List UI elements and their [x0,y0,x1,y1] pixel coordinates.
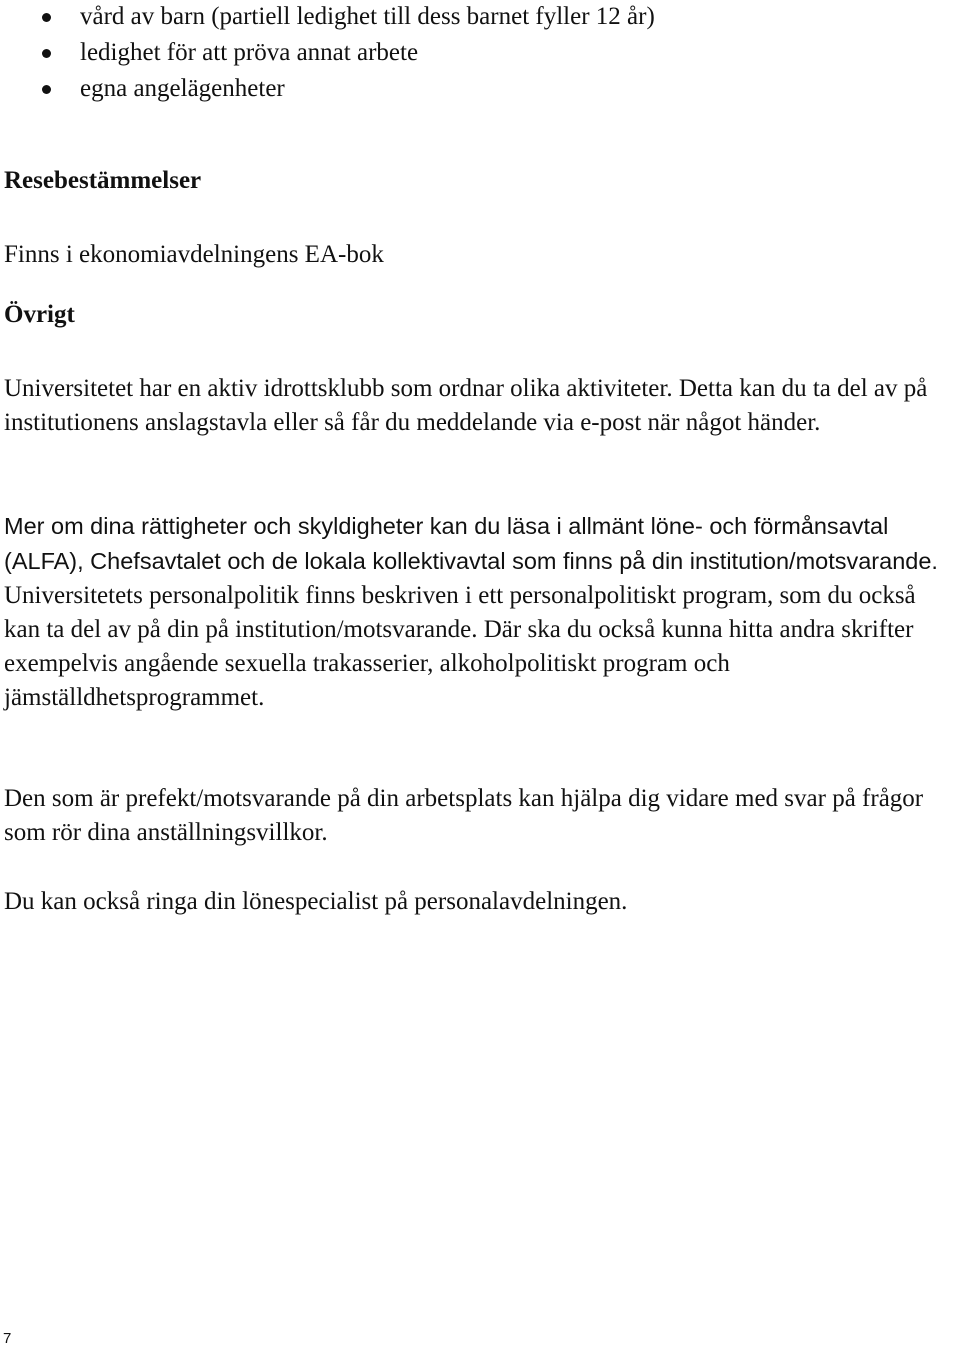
bullet-icon [42,13,51,22]
rese-text: Finns i ekonomiavdelningens EA-bok [4,241,384,268]
bullet-text: ledighet för att pröva annat arbete [80,39,419,66]
paragraph-rattigheter [4,509,954,715]
paragraph-lonespecialist: Du kan också ringa din lönespecialist på personalavdelningen. [4,888,628,915]
paragraph-rattigheter-part1: Mer om dina rättigheter och skyldigheter kan du läsa i allmänt löne- och förmånsavtal (ALFA), Chefsavtalet och de lokala kollektivavtal som finns på din institution/motsvarande. [4,513,938,574]
section-heading-resebestammelser: Resebestämmelser [4,167,202,194]
list-item [4,36,655,72]
bullet-list [4,0,655,108]
list-item [4,0,655,36]
page-number: 7 [3,1330,12,1347]
paragraph-idrottsklubb: Universitetet har en aktiv idrottsklubb som ordnar olika aktiviteter. Detta kan du ta del av på institutionens anslagstavla eller så får du meddelande via e-post när något händer. [4,375,928,436]
section-heading-ovrigt: Övrigt [4,301,75,328]
paragraph-prefekt: Den som är prefekt/motsvarande på din arbetsplats kan hjälpa dig vidare med svar på frågor som rör dina anställningsvillkor. [4,785,924,846]
list-item [4,72,655,108]
paragraph-rattigheter-part2: Universitetets personalpolitik finns beskriven i ett personalpolitiskt program, som du också kan ta del av på din på institution/motsvarande. Där ska du också kunna hitta andra skrifter exempelvis angående sexuella trakasserier, alkoholpolitiskt program och jämställdhetsprogrammet. [4,582,916,711]
bullet-text: egna angelägenheter [80,75,285,102]
bullet-icon [42,49,51,58]
bullet-icon [42,85,51,94]
bullet-text: vård av barn (partiell ledighet till dess barnet fyller 12 år) [80,3,655,30]
